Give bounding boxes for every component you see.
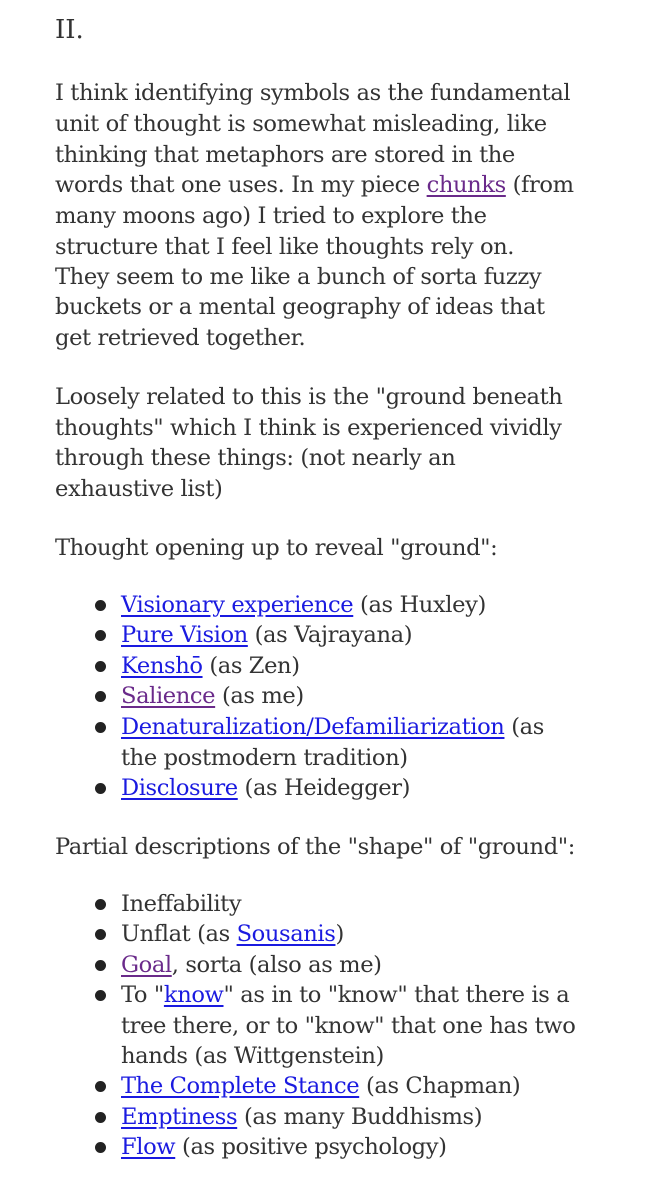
list-item-note: (as Heidegger) — [237, 775, 411, 801]
list-item-text: Ineffability — [121, 891, 242, 917]
para1-line-1: I think identifying symbols as the fundamental — [55, 80, 571, 106]
bullet-icon — [95, 1112, 106, 1123]
list-item-text — [121, 919, 344, 949]
bullet-icon — [95, 990, 106, 1001]
bullet-icon — [95, 899, 106, 910]
para1-line-5: many moons ago) I tried to explore the — [55, 203, 487, 229]
bullet-icon — [95, 783, 106, 794]
bullet-icon — [95, 722, 106, 733]
para2-line-3: through these things: (not nearly an — [55, 445, 456, 471]
bullet-icon — [95, 929, 106, 940]
list-item-text — [121, 651, 300, 681]
list-item-text — [121, 1071, 520, 1101]
bullet-icon — [95, 600, 106, 611]
list1-intro: Thought opening up to reveal "ground": — [55, 535, 498, 561]
para1-line-2: unit of thought is somewhat misleading, like — [55, 111, 547, 137]
section-heading: II. — [55, 15, 84, 45]
visionary-experience-link[interactable]: Visionary experience — [121, 592, 354, 618]
know-link[interactable]: know — [163, 982, 224, 1008]
para1-line-4 — [55, 170, 574, 200]
list-item-note: ) — [335, 921, 344, 947]
list-item-continuation: hands (as Wittgenstein) — [121, 1043, 384, 1069]
kensho-link[interactable]: Kenshō — [121, 653, 203, 679]
list-item-note: " as in to "know" that there is a — [223, 982, 570, 1008]
bullet-icon — [95, 1142, 106, 1153]
list-item-prefix: To " — [121, 982, 164, 1008]
list-item-text — [121, 712, 544, 742]
pure-vision-link[interactable]: Pure Vision — [121, 622, 248, 648]
para2-line-1: Loosely related to this is the "ground beneath — [55, 384, 563, 410]
bullet-icon — [95, 691, 106, 702]
flow-link[interactable]: Flow — [121, 1134, 176, 1160]
list-item-continuation: tree there, or to "know" that one has two — [121, 1013, 576, 1039]
chunks-link[interactable]: chunks — [426, 172, 506, 198]
salience-link[interactable]: Salience — [121, 683, 216, 709]
list-item-text — [121, 1102, 482, 1132]
para1-line-3: thinking that metaphors are stored in the — [55, 142, 515, 168]
list-item-note: (as positive psychology) — [175, 1134, 447, 1160]
sousanis-link[interactable]: Sousanis — [236, 921, 336, 947]
list-item-note: , sorta (also as me) — [171, 952, 382, 978]
para2-line-4: exhaustive list) — [55, 476, 223, 502]
list-item-text — [121, 980, 569, 1010]
list2-intro: Partial descriptions of the "shape" of "ground": — [55, 834, 575, 860]
bullet-icon — [95, 960, 106, 971]
para1-line-7: They seem to me like a bunch of sorta fuzzy — [55, 264, 542, 290]
list-item-text — [121, 950, 382, 980]
denaturalization-link[interactable]: Denaturalization/Defamiliarization — [121, 714, 505, 740]
list-item-note: (as Huxley) — [353, 592, 486, 618]
para1-line-8: buckets or a mental geography of ideas that — [55, 294, 545, 320]
list-item-note: (as — [504, 714, 544, 740]
list-item-prefix: Unflat (as — [121, 921, 237, 947]
list-item-text — [121, 620, 412, 650]
list-item-continuation: the postmodern tradition) — [121, 745, 408, 771]
emptiness-link[interactable]: Emptiness — [121, 1104, 238, 1130]
disclosure-link[interactable]: Disclosure — [121, 775, 238, 801]
list-item-note: (as Zen) — [202, 653, 300, 679]
list-item-note: (as me) — [215, 683, 304, 709]
bullet-icon — [95, 661, 106, 672]
list-item-note: (as Chapman) — [359, 1073, 521, 1099]
para1-text: words that one uses. In my piece — [55, 172, 427, 198]
list-item-text — [121, 773, 410, 803]
complete-stance-link[interactable]: The Complete Stance — [121, 1073, 360, 1099]
list-item-text — [121, 590, 486, 620]
para2-line-2: thoughts" which I think is experienced vividly — [55, 415, 562, 441]
list-item-text — [121, 1132, 447, 1162]
para1-line-6: structure that I feel like thoughts rely on. — [55, 234, 515, 260]
bullet-icon — [95, 1081, 106, 1092]
list-item-note: (as many Buddhisms) — [237, 1104, 483, 1130]
para1-line-9: get retrieved together. — [55, 325, 306, 351]
list-item-text — [121, 681, 304, 711]
goal-link[interactable]: Goal — [121, 952, 172, 978]
para1-text: (from — [505, 172, 574, 198]
bullet-icon — [95, 630, 106, 641]
list-item-note: (as Vajrayana) — [247, 622, 413, 648]
